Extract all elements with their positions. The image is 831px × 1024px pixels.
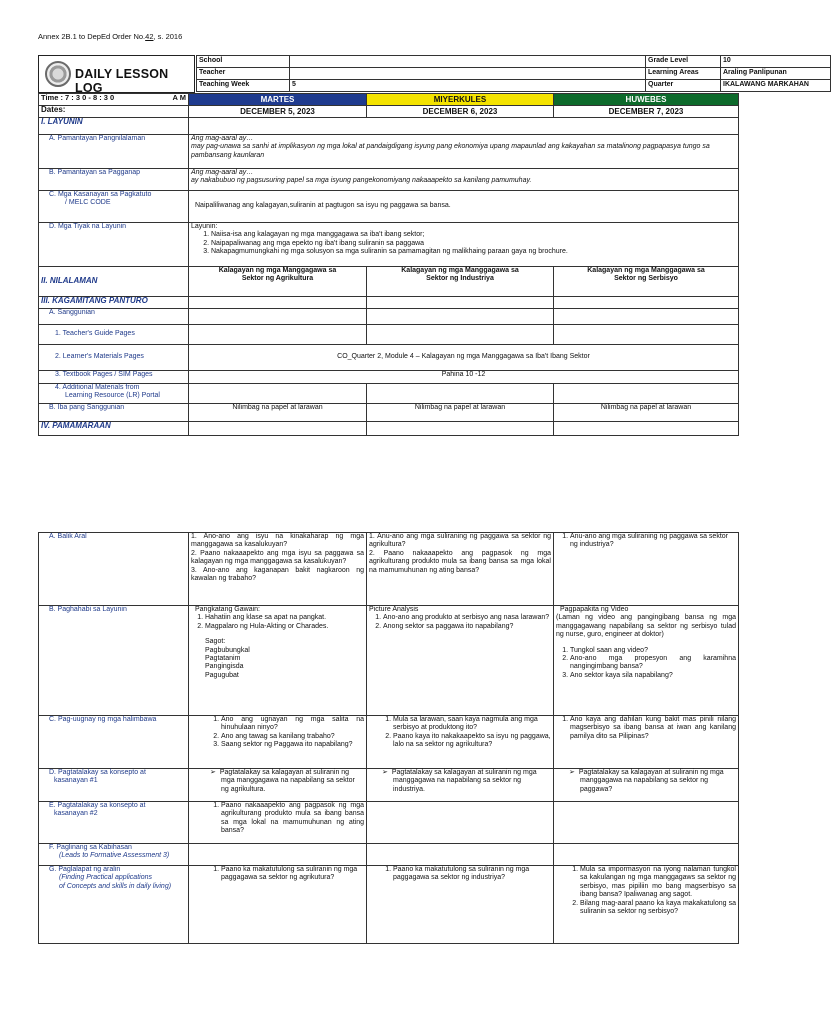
pamamaraan-blank <box>367 422 554 436</box>
pangkatang-list <box>191 614 364 631</box>
paglalapat-list <box>556 866 736 916</box>
balik-item: 1. Anu-ano ang mga suliraning ng paggawa sa sektor ng industriya? <box>570 533 736 550</box>
sagot-item: Pagbubungkal <box>205 646 250 654</box>
pag-uugnay-list <box>191 716 364 750</box>
nilalaman-martes <box>189 267 367 297</box>
area-value: Araling Panlipunan <box>721 68 831 80</box>
pagganap-body: ay nakabubuo ng pagsusuring papel sa mga isyung pangekonomiyang nakaaapekto sa kanilang pamumuhay. <box>191 177 532 185</box>
learners-materials-value: CO_Quarter 2, Module 4 – Kalagayan ng mga Manggagawa sa Iba't Ibang Sektor <box>189 345 739 371</box>
pag-uugnay-item: 2. Ano ang tawag sa kanilang trabaho? <box>221 733 364 741</box>
pangkatang-title: Pangkatang Gawain: <box>195 606 260 613</box>
pag-uugnay-item: 1. Ano ang ugnayan ng mga salita na hinuhulaan ninyo? <box>221 716 364 733</box>
tg-blank <box>554 325 739 345</box>
sanggunian-blank <box>554 309 739 325</box>
konsepto-2-line2: kasanayan #2 <box>54 810 98 818</box>
day-header-martes: MARTES <box>189 94 367 106</box>
time-label: Time : 7 : 3 0 - 8 : 3 0 <box>41 93 115 102</box>
layunin-blank <box>189 118 739 135</box>
tg-blank <box>189 325 367 345</box>
tiyak-item: 3. Nakapagmumungkahi ng mga solusyon sa mga suliranin sa pamamagitan ng malikhaing paraan gaya ng brochure. <box>211 248 736 256</box>
item-text: Paano nakaaapekto ang pagpasok ng mga agrikulturang produkto mula sa ibang bansa sa mga lokal na mamumuhunan ng ating bansa? <box>369 549 551 574</box>
kagamitan-blank <box>367 297 554 309</box>
pamamaraan-heading: IV. PAMAMARAAN <box>39 422 189 436</box>
paghahabi-label: B. Paghahabi sa Layunin <box>39 606 189 716</box>
additional-blank <box>554 384 739 404</box>
pagganap-intro: Ang mag-aaral ay… <box>191 169 254 176</box>
additional-line2: Learning Resource (LR) Portal <box>65 392 160 400</box>
learners-materials-label: 2. Learner's Materials Pages <box>39 345 189 371</box>
item-text: Paano nakaaapekto ang mga isyu sa paggawa sa kalagayan ng mga manggagawa sa kasalukuyan? <box>191 549 364 566</box>
layunin-heading: I. LAYUNIN <box>39 118 189 135</box>
iba-martes: Nilimbag na papel at larawan <box>189 404 367 422</box>
paglalapat-list <box>191 866 364 883</box>
pamantayan-pangnilalaman-label: A. Pamantayan Pangnilalaman <box>39 135 189 169</box>
paglalapat-item: 1. Mula sa impormasyon na iyong nalaman tungkol sa kakulangan ng mga manggagaws sa sektor ng serbisyo, mas pipiliin mo bang magserbisyo sa ibang bansa? Ipaliwanag ang sagot. <box>580 866 736 900</box>
balik-aral-martes <box>189 533 367 606</box>
konsepto-2-blank <box>367 802 554 844</box>
kasanayan-text: Naipaliliwanag ang kalagayan,suliranin at pagtugon sa isyu ng paggawa sa bansa. <box>189 191 739 223</box>
week-value: 5 <box>290 80 646 92</box>
pag-uugnay-item: 1. Ano kaya ang dahilan kung bakit mas pinili nilang magserbisyo sa ibang bansa at iwan ang kanilang pamilya dito sa Pilipinas? <box>570 716 736 741</box>
pangkatang-item: 1. Hahatiin ang klase sa apat na pangkat. <box>205 614 364 622</box>
balik-aral-label: A. Balik Aral <box>39 533 189 606</box>
balik-item <box>369 550 551 575</box>
video-description: (Laman ng video ang pangingibang bansa ng mga manggagawang napabilang sa sektor ng serbisyo tulad ng nurse, guro, engineer at doktor) <box>556 614 736 639</box>
konsepto-1-martes <box>189 769 367 802</box>
textbook-label: 3. Textbook Pages / SIM Pages <box>39 371 189 384</box>
kagamitan-blank <box>554 297 739 309</box>
kagamitan-blank <box>189 297 367 309</box>
nilalaman-line: Kalagayan ng mga Manggagawa sa <box>218 267 337 274</box>
konsepto-1-list <box>369 769 551 794</box>
kabihasan-blank <box>189 844 367 866</box>
annex-prefix: Annex 2B.1 to DepEd Order No. <box>38 32 146 41</box>
teacher-label: Teacher <box>197 68 290 80</box>
pag-uugnay-list <box>556 716 736 741</box>
item-number: 1. <box>369 533 375 540</box>
konsepto-2-item: 1. Paano nakaaapekto ang pagpasok ng mga agrikulturang produkto mula sa ibang bansa sa mga lokal na mamumuhunan ng ating bansa? <box>221 802 364 836</box>
tiyak-na-layunin-label: D. Mga Tiyak na Layunin <box>39 223 189 267</box>
sanggunian-blank <box>189 309 367 325</box>
pamantayan-pangnilalaman-text <box>189 135 739 169</box>
additional-blank <box>367 384 554 404</box>
paghahabi-huwebes <box>554 606 739 716</box>
kasanayan-label-line1: C. Mga Kasanayan sa Pagkatuto <box>49 191 152 198</box>
annex-number: 42 <box>145 32 154 41</box>
document-title: DAILY LESSON LOG <box>75 67 169 95</box>
pamamaraan-blank <box>554 422 739 436</box>
date-martes: DECEMBER 5, 2023 <box>189 106 367 118</box>
pag-uugnay-item: 1. Mula sa larawan, saan kaya nagmula ang mga serbisyo at produktong ito? <box>393 716 551 733</box>
quarter-value: IKALAWANG MARKAHAN <box>721 80 831 92</box>
konsepto-1-label <box>39 769 189 802</box>
balik-aral-huwebes <box>554 533 739 606</box>
konsepto-1-item: ➢ Pagtatalakay sa kalagayan at suliranin ng mga manggagawa na napabilang sa sektor ng agrikultura. <box>221 769 364 794</box>
item-text: Ano-ano ang kaganapan bakit nagkaroon ng kawalan ng trabaho? <box>191 566 365 583</box>
sagot-label: Sagot: <box>205 638 226 646</box>
pag-uugnay-item: 3. Saang sektor ng Paggawa ito napabilang? <box>221 741 364 749</box>
week-label: Teaching Week <box>197 80 290 92</box>
balik-item <box>191 550 364 567</box>
paglalapat-huwebes <box>554 866 739 944</box>
header-info-table <box>196 55 831 92</box>
konsepto-1-huwebes <box>554 769 739 802</box>
iba-pang-sanggunian-label: B. Iba pang Sanggunian <box>39 404 189 422</box>
balik-item <box>191 533 364 550</box>
konsepto-1-list <box>556 769 736 794</box>
konsepto-2-label <box>39 802 189 844</box>
additional-blank <box>189 384 367 404</box>
balik-aral-miyerkules <box>367 533 554 606</box>
kabihasan-label <box>39 844 189 866</box>
pangnilalaman-intro: Ang mag-aaral ay… <box>191 135 254 142</box>
lesson-table-top <box>38 93 739 436</box>
konsepto-2-list <box>191 802 364 836</box>
grade-value: 10 <box>721 56 831 68</box>
pangnilalaman-body: may pag-unawa sa sanhi at implikasyon ng mga lokal at pandaigdigang isyung pang ekonomiya upang mapaunlad ang kakayahan sa matalinong pagpapasya tungo sa pambansang kaunlaran <box>191 143 710 159</box>
annex-reference <box>38 32 182 41</box>
picture-analysis-item: 2. Anong sektor sa paggawa ito napabilang? <box>383 623 551 631</box>
kasanayan-label <box>39 191 189 223</box>
pamantayan-pagganap-text <box>189 169 739 191</box>
paglalapat-list <box>369 866 551 883</box>
picture-analysis-list <box>369 614 551 631</box>
balik-item <box>191 567 364 584</box>
paghahabi-martes <box>189 606 367 716</box>
kabihasan-blank <box>367 844 554 866</box>
nilalaman-miyerkules <box>367 267 554 297</box>
sagot-item: Pagugubat <box>205 671 239 679</box>
item-text: Ano-ano ang isyu na kinakaharap ng mga manggagawa sa kasalukuyan? <box>191 533 364 549</box>
iba-huwebes: Nilimbag na papel at larawan <box>554 404 739 422</box>
balik-item <box>369 533 551 550</box>
tg-blank <box>367 325 554 345</box>
nilalaman-line: Sektor ng Serbisyo <box>614 275 678 283</box>
konsepto-1-miyerkules <box>367 769 554 802</box>
paglalapat-label <box>39 866 189 944</box>
deped-seal-icon <box>45 61 71 87</box>
konsepto-1-line1: D. Pagtatalakay sa konsepto at <box>49 769 146 776</box>
paglalapat-martes <box>189 866 367 944</box>
konsepto-2-blank <box>554 802 739 844</box>
picture-analysis-item: 1. Ano-ano ang produkto at serbisyo ang nasa larawan? <box>383 614 551 622</box>
picture-analysis-title: Picture Analysis <box>369 606 419 613</box>
video-questions <box>556 647 736 681</box>
konsepto-1-line2: kasanayan #1 <box>54 777 98 785</box>
sagot-list <box>191 647 364 681</box>
kabihasan-blank <box>554 844 739 866</box>
item-number: 3. <box>191 566 197 574</box>
paglalapat-miyerkules <box>367 866 554 944</box>
day-header-huwebes: HUWEBES <box>554 94 739 106</box>
konsepto-1-item: ➢ Pagtatalakay sa kalagayan at suliranin ng mga manggagawa na napabilang sa sektor ng paggawa? <box>580 769 736 794</box>
lesson-table-procedures <box>38 532 739 944</box>
date-miyerkules: DECEMBER 6, 2023 <box>367 106 554 118</box>
pamamaraan-blank <box>189 422 367 436</box>
logo-title-box <box>38 55 195 93</box>
item-number: 1. <box>191 533 197 540</box>
paghahabi-miyerkules <box>367 606 554 716</box>
school-value <box>290 56 646 68</box>
teacher-value <box>290 68 646 80</box>
pangkatang-item: 2. Magpalaro ng Hula-Akting or Charades. <box>205 623 364 631</box>
tiyak-na-layunin-text <box>189 223 739 267</box>
pag-uugnay-item: 2. Paano kaya ito nakakaapekto sa isyu ng paggawa, lalo na sa sektor ng agrikultura? <box>393 733 551 750</box>
dates-label: Dates: <box>39 106 189 118</box>
iba-miyerkules: Nilimbag na papel at larawan <box>367 404 554 422</box>
annex-suffix: , s. 2016 <box>153 32 183 41</box>
nilalaman-line: Kalagayan ng mga Manggagawa sa <box>587 267 705 274</box>
time-am: A M <box>172 93 186 102</box>
konsepto-2-martes <box>189 802 367 844</box>
tiyak-item: 2. Naipapaliwanag ang mga epekto ng iba't ibang suliranin sa paggawa <box>211 240 736 248</box>
paglalapat-item: 1. Paano ka makatutulong sa suliranin ng mga paggagawa sa sektor ng industriya? <box>393 866 551 883</box>
sagot-item: Pangingisda <box>205 663 244 671</box>
additional-line1: 4. Additional Materials from <box>55 384 140 391</box>
nilalaman-huwebes <box>554 267 739 297</box>
video-question: 3. Ano sektor kaya sila napabilang? <box>570 672 736 680</box>
item-text: Anu-ano ang mga suliraning ng paggawa sa sektor ng agrikultura? <box>369 533 551 549</box>
date-huwebes: DECEMBER 7, 2023 <box>554 106 739 118</box>
balik-list <box>556 533 736 550</box>
pag-uugnay-list <box>369 716 551 750</box>
tiyak-item: 1. Naiisa-isa ang kalagayan ng mga manggagawa sa iba't ibang sektor; <box>211 231 736 239</box>
nilalaman-line: Kalagayan ng mga Manggagawa sa <box>401 267 519 274</box>
kabihasan-line1: F. Paglinang sa Kabihasan <box>49 844 132 851</box>
teachers-guide-label: 1. Teacher's Guide Pages <box>39 325 189 345</box>
nilalaman-line: Sektor ng Industriya <box>426 275 494 283</box>
additional-materials-label <box>39 384 189 404</box>
pag-uugnay-martes <box>189 716 367 769</box>
paglalapat-item: 1. Paano ka makatutulong sa suliranin ng mga paggagawa sa sektor ng agrikutura? <box>221 866 364 883</box>
time-cell <box>39 94 189 106</box>
video-question: 2. Ano-ano mga propesyon ang karamihna nangingimbang bansa? <box>570 655 736 672</box>
kagamitan-heading: III. KAGAMITANG PANTURO <box>39 297 189 309</box>
nilalaman-line: Sektor ng Agrikultura <box>241 275 314 283</box>
pag-uugnay-miyerkules <box>367 716 554 769</box>
grade-label: Grade Level <box>646 56 721 68</box>
kabihasan-line2: (Leads to Formative Assessment 3) <box>59 852 170 860</box>
tiyak-intro: Layunin: <box>191 223 218 230</box>
pag-uugnay-label: C. Pag-uugnay ng mga halimbawa <box>39 716 189 769</box>
pag-uugnay-huwebes <box>554 716 739 769</box>
paglalapat-line2: (Finding Practical applications <box>59 874 152 882</box>
konsepto-1-item: ➢ Pagtatalakay sa kalagayan at suliranin ng mga manggagawa na napabilang sa sektor ng industriya. <box>393 769 551 794</box>
konsepto-1-list <box>191 769 364 794</box>
tiyak-list <box>191 231 736 256</box>
school-label: School <box>197 56 290 68</box>
sanggunian-blank <box>367 309 554 325</box>
sagot-item: Pagtatanim <box>205 655 241 663</box>
pamantayan-pagganap-label: B. Pamantayan sa Pagganap <box>39 169 189 191</box>
paglalapat-line1: G. Paglalapat ng aralin <box>49 866 121 873</box>
paglalapat-line3: of Concepts and skills in daily living) <box>59 882 172 890</box>
kasanayan-label-line2: / MELC CODE <box>65 199 111 207</box>
area-label: Learning Areas <box>646 68 721 80</box>
video-question: 1. Tungkol saan ang video? <box>570 647 736 655</box>
day-header-miyerkules: MIYERKULES <box>367 94 554 106</box>
video-title: Pagpapakita ng Video <box>560 606 629 613</box>
quarter-label: Quarter <box>646 80 721 92</box>
konsepto-2-line1: E. Pagtatalakay sa konsepto at <box>49 802 146 809</box>
textbook-value: Pahina 10 -12 <box>189 371 739 384</box>
item-number: 2. <box>191 549 197 557</box>
sanggunian-label: A. Sanggunian <box>39 309 189 325</box>
nilalaman-heading: II. NILALAMAN <box>39 267 189 297</box>
item-number: 2. <box>369 549 375 557</box>
paglalapat-item: 2. Bilang mag-aaral paano ka kaya makakatulong sa suliranin sa sektor ng serbisyo? <box>580 900 736 917</box>
